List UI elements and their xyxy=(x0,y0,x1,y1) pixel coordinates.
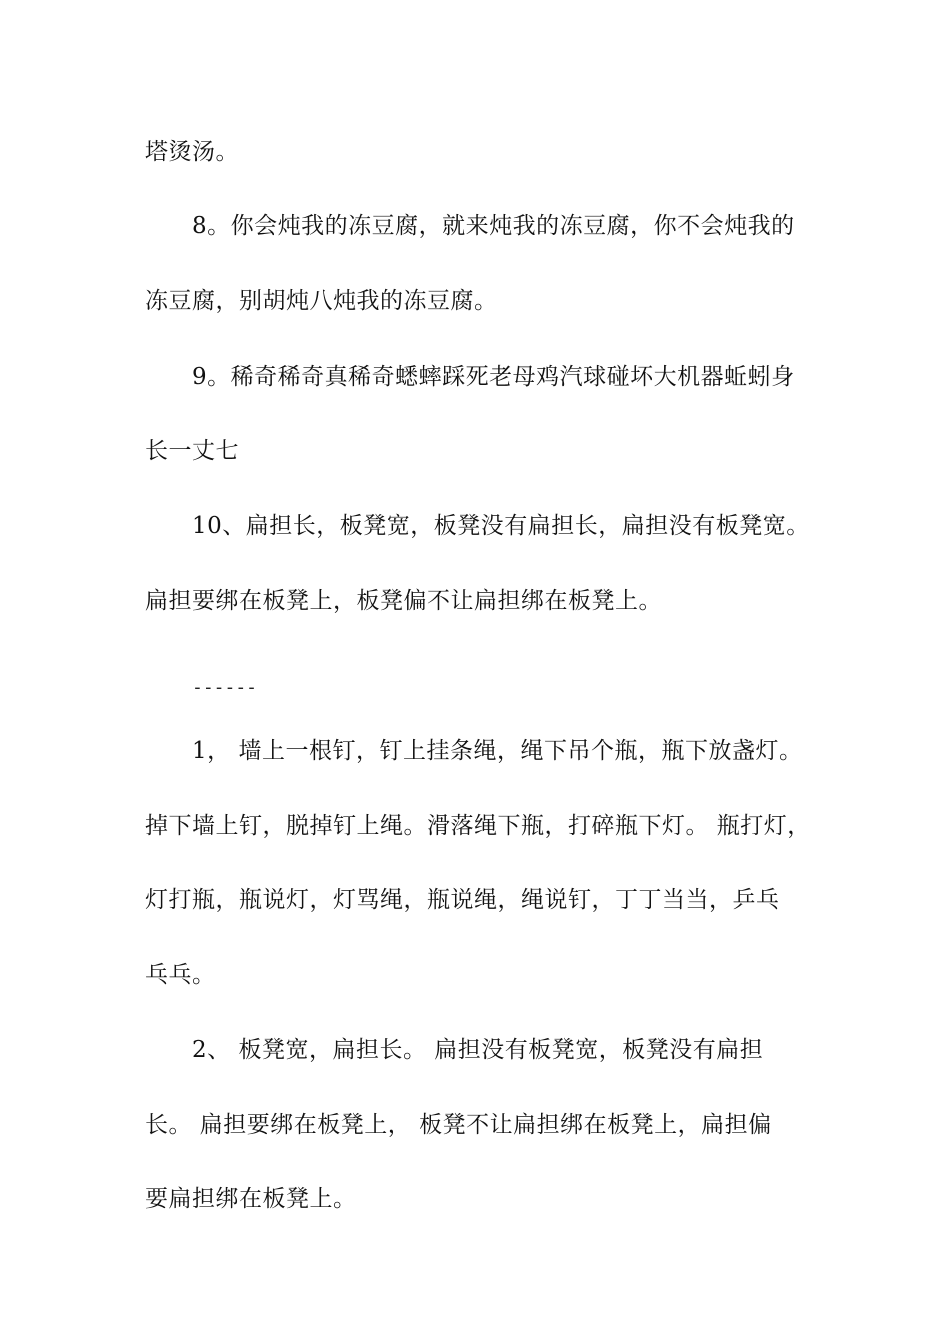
text-line: 9。稀奇稀奇真稀奇蟋蟀踩死老母鸡汽球碰坏大机器蚯蚓身 xyxy=(192,364,795,390)
text-line: 长一丈七 xyxy=(145,438,239,464)
text-line: 扁担要绑在板凳上，板凳偏不让扁担绑在板凳上。 xyxy=(145,588,662,614)
text-line: 乓乓。 xyxy=(145,962,216,988)
text-line: 掉下墙上钉，脱掉钉上绳。滑落绳下瓶，打碎瓶下灯。 瓶打灯， xyxy=(145,813,811,839)
text-line: 要扁担绑在板凳上。 xyxy=(145,1186,357,1212)
text-line: 冻豆腐，别胡炖八炖我的冻豆腐。 xyxy=(145,288,498,314)
text-line: 8。你会炖我的冻豆腐，就来炖我的冻豆腐，你不会炖我的 xyxy=(192,213,795,239)
text-line: 1， 墙上一根钉，钉上挂条绳，绳下吊个瓶，瓶下放盏灯。 xyxy=(192,738,803,764)
text-line: 长。 扁担要绑在板凳上， 板凳不让扁担绑在板凳上，扁担偏 xyxy=(145,1112,772,1138)
text-line: 塔烫汤。 xyxy=(145,139,239,165)
text-line: 10、扁担长，板凳宽，板凳没有扁担长，扁担没有板凳宽。 xyxy=(192,513,810,539)
section-separator: ------ xyxy=(192,677,258,698)
text-line: 2、 板凳宽，扁担长。 扁担没有板凳宽，板凳没有扁担 xyxy=(192,1037,764,1063)
text-line: 灯打瓶，瓶说灯，灯骂绳，瓶说绳，绳说钉，丁丁当当，乒乓 xyxy=(145,887,780,913)
